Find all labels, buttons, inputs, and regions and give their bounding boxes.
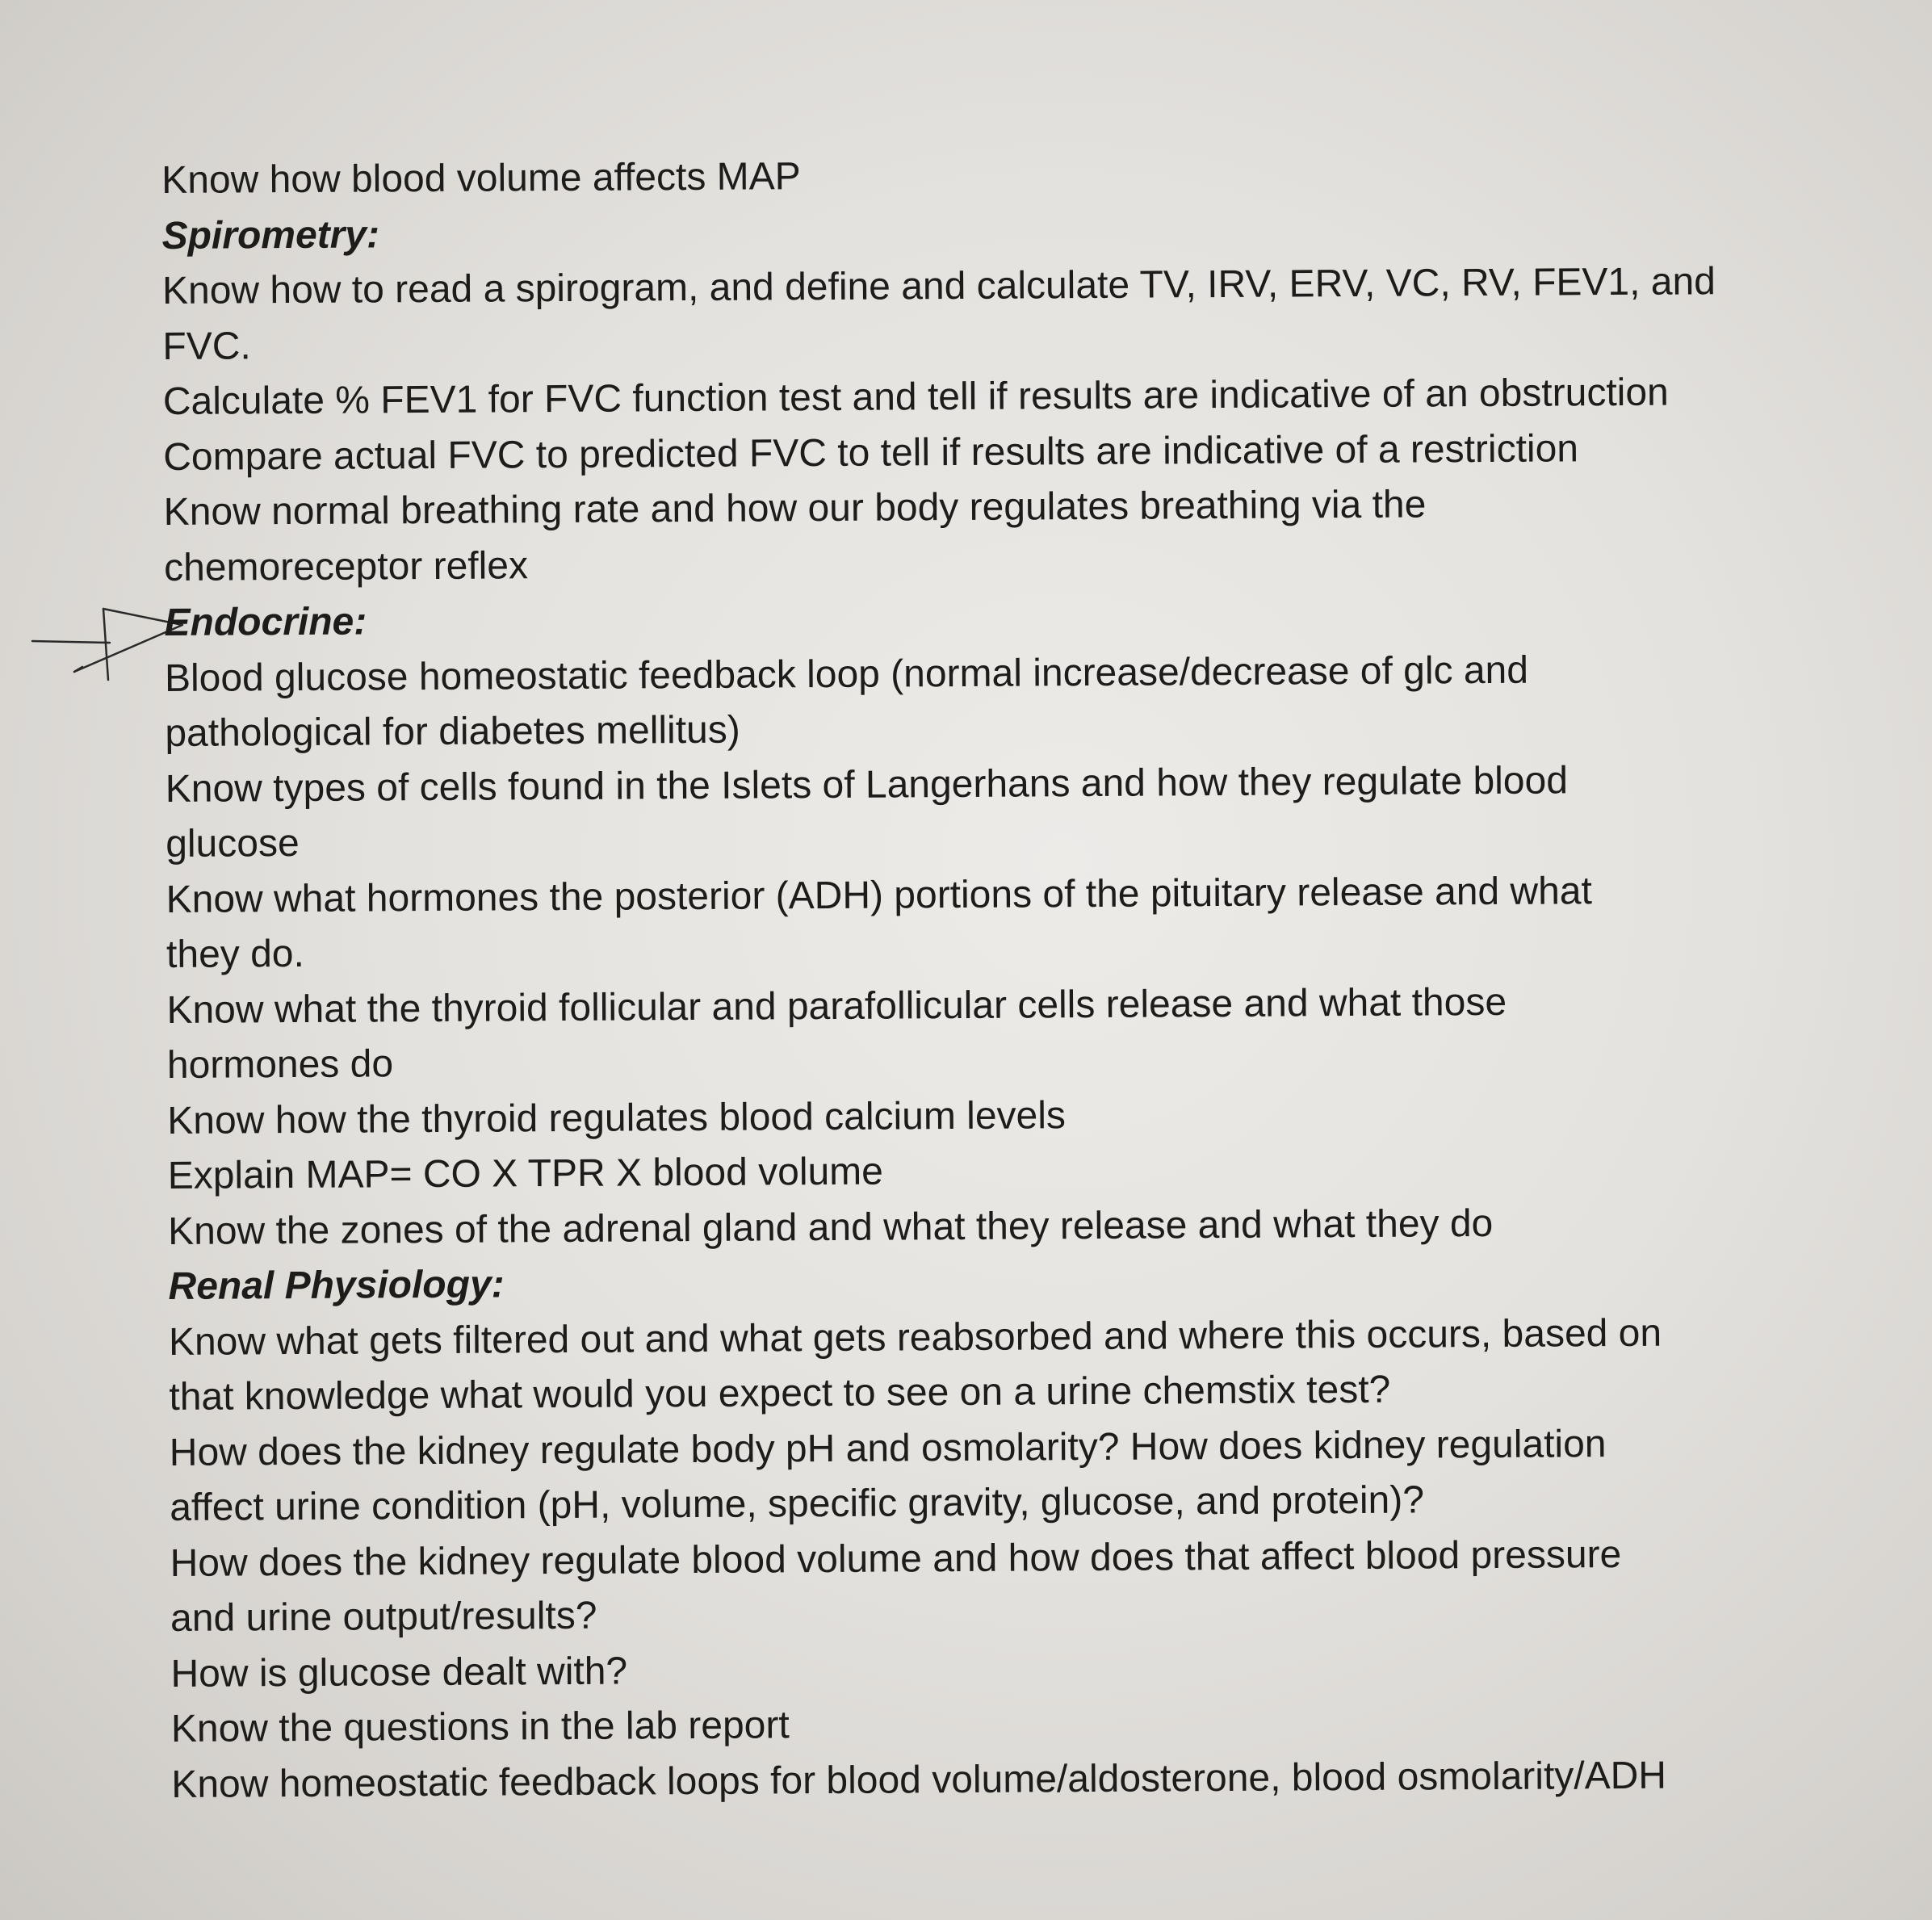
- text-line: Know normal breathing rate and how our body regulates breathing via the: [163, 483, 1427, 534]
- text-line: they do.: [166, 932, 305, 976]
- text-line: FVC.: [162, 324, 251, 368]
- text-line: How does the kidney regulate body pH and osmolarity? How does kidney regulation: [169, 1422, 1607, 1474]
- section-heading: Renal Physiology:: [168, 1263, 505, 1308]
- text-line: Know what hormones the posterior (ADH) portions of the pituitary release and what: [166, 869, 1593, 921]
- section-heading: Spirometry:: [161, 212, 380, 258]
- text-line: Explain MAP= CO X TPR X blood volume: [167, 1150, 884, 1197]
- text-line: glucose: [166, 821, 300, 866]
- text-line: that knowledge what would you expect to see on a urine chemstix test?: [169, 1368, 1391, 1419]
- text-line: Know how blood volume affects MAP: [161, 155, 801, 202]
- text-line: How does the kidney regulate blood volume and how does that affect blood pressure: [170, 1532, 1622, 1585]
- text-line: Know homeostatic feedback loops for blood volume/aldosterone, blood osmolarity/ADH: [171, 1754, 1667, 1806]
- study-guide-text: [161, 143, 1851, 1813]
- text-line: and urine output/results?: [170, 1594, 597, 1640]
- text-line: affect urine condition (pH, volume, specific gravity, glucose, and protein)?: [170, 1478, 1425, 1529]
- text-line: Blood glucose homeostatic feedback loop (normal increase/decrease of glc and: [164, 648, 1529, 700]
- text-line: Know how the thyroid regulates blood calcium levels: [167, 1093, 1067, 1142]
- text-line: pathological for diabetes mellitus): [165, 708, 740, 755]
- text-line: Know what gets filtered out and what gets reabsorbed and where this occurs, based on: [168, 1311, 1662, 1364]
- text-line: Know how to read a spirogram, and define and calculate TV, IRV, ERV, VC, RV, FEV1, and: [161, 260, 1716, 312]
- text-line: Calculate % FEV1 for FVC function test and tell if results are indicative of an obstruction: [162, 371, 1669, 423]
- text-line: Know types of cells found in the Islets of Langerhans and how they regulate blood: [165, 758, 1569, 811]
- text-line: Know the zones of the adrenal gland and what they release and what they do: [167, 1201, 1494, 1253]
- section-heading: Endocrine:: [164, 600, 367, 644]
- text-line: How is glucose dealt with?: [170, 1650, 628, 1696]
- text-line: Compare actual FVC to predicted FVC to tell if results are indicative of a restriction: [163, 426, 1579, 479]
- text-line: chemoreceptor reflex: [163, 543, 529, 589]
- text-line: Know the questions in the lab report: [170, 1704, 790, 1750]
- text-line: hormones do: [166, 1042, 394, 1087]
- text-line: Know what the thyroid follicular and parafollicular cells release and what those: [166, 980, 1507, 1032]
